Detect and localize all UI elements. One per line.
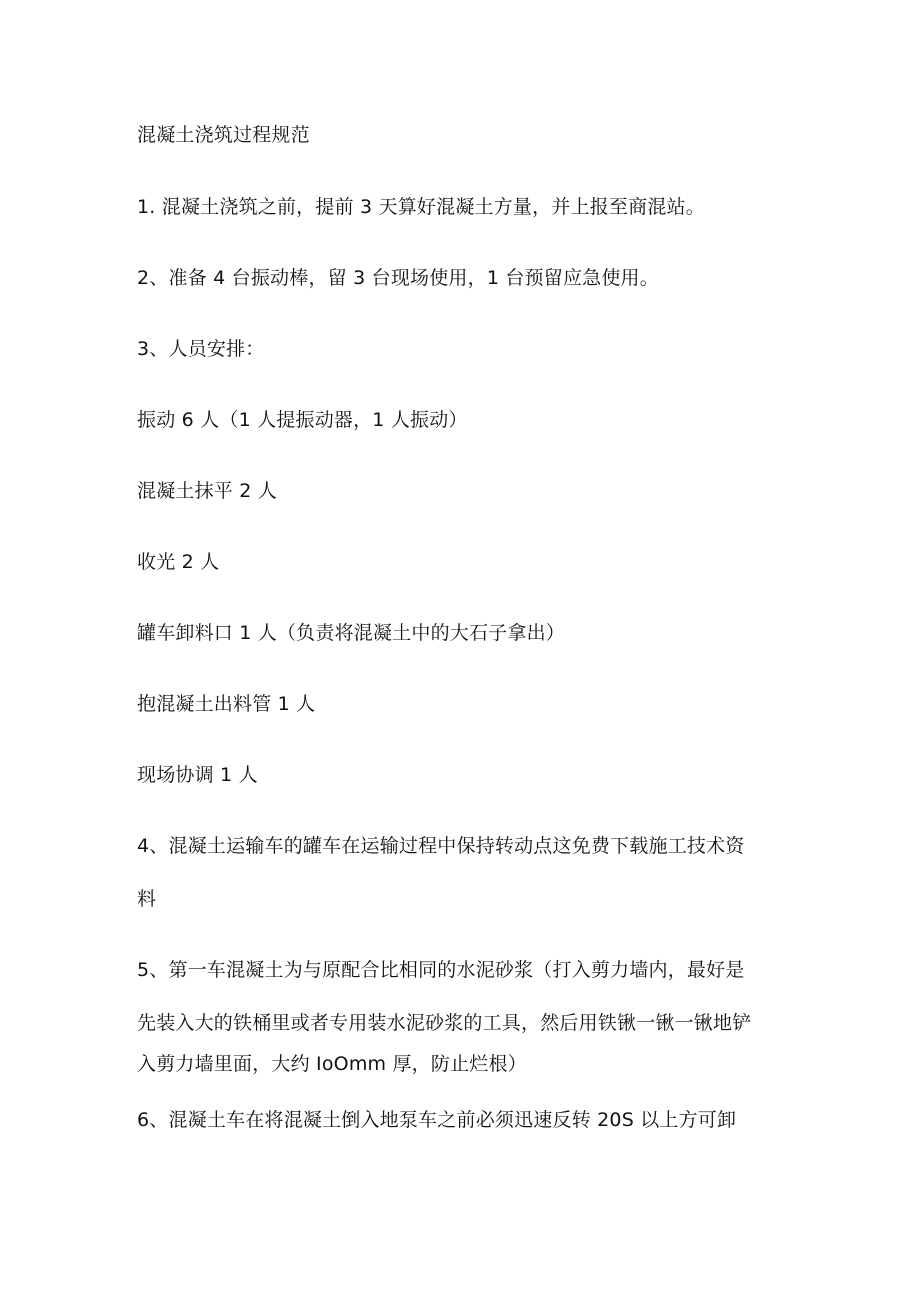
paragraph-line: 收光 2 人 xyxy=(137,551,220,573)
paragraph-line: 入剪力墙里面，大约 IoOmm 厚，防止烂根） xyxy=(137,1053,527,1075)
paragraph-line: 现场协调 1 人 xyxy=(137,764,258,786)
paragraph-line: 3、人员安排： xyxy=(137,338,265,360)
paragraph-line: 料 xyxy=(137,888,157,910)
paragraph-line: 6、混凝土车在将混凝土倒入地泵车之前必须迅速反转 20S 以上方可卸 xyxy=(137,1109,737,1131)
paragraph-line: 2、准备 4 台振动棒，留 3 台现场使用，1 台预留应急使用。 xyxy=(137,267,659,289)
paragraph-line: 先装入大的铁桶里或者专用装水泥砂浆的工具，然后用铁锹一锹一锹地铲 xyxy=(137,1012,752,1034)
paragraph-line: 5、第一车混凝土为与原配合比相同的水泥砂浆（打入剪力墙内，最好是 xyxy=(137,959,745,981)
document-title: 混凝土浇筑过程规范 xyxy=(137,124,310,146)
paragraph-line: 振动 6 人（1 人提振动器，1 人振动） xyxy=(137,409,468,431)
paragraph-line: 混凝土抹平 2 人 xyxy=(137,480,277,502)
paragraph-line: 4、混凝土运输车的罐车在运输过程中保持转动点这免费下载施工技术资 xyxy=(137,835,745,857)
paragraph-line: 1. 混凝土浇筑之前，提前 3 天算好混凝土方量，并上报至商混站。 xyxy=(137,196,705,218)
paragraph-line: 罐车卸料口 1 人（负责将混凝土中的大石子拿出） xyxy=(137,622,565,644)
paragraph-line: 抱混凝土出料管 1 人 xyxy=(137,693,316,715)
